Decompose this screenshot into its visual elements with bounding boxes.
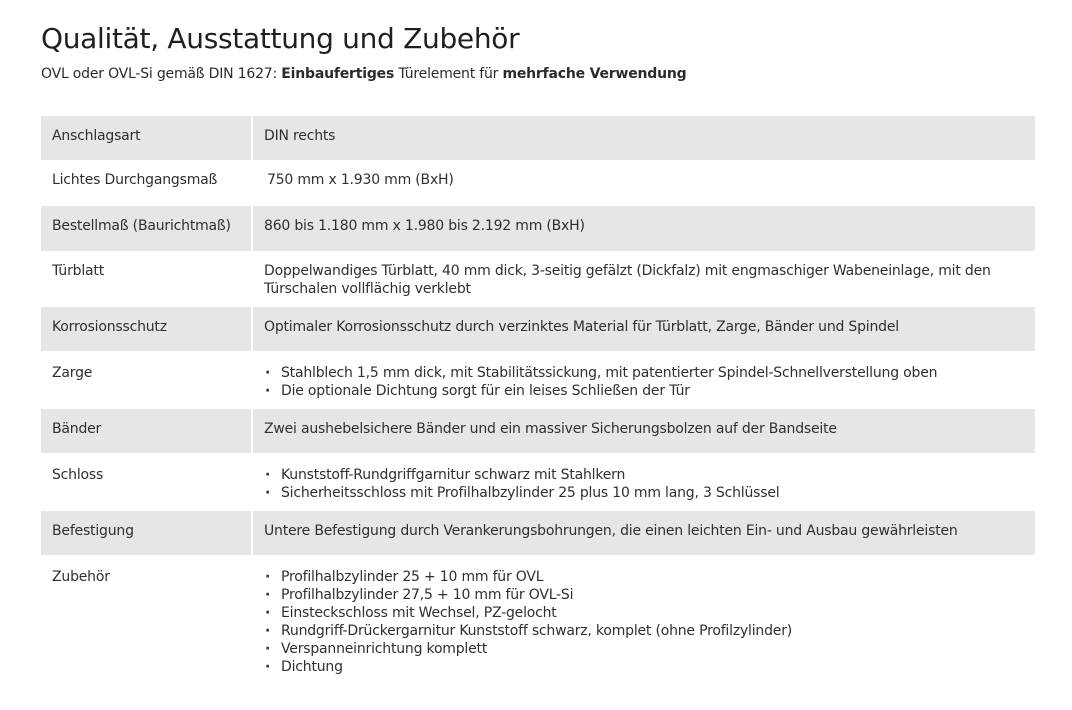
list-item: · Rundgriff-Drückergarnitur Kunststoff schwarz, komplet (ohne Profilzylinder) [264,622,1024,640]
table-row-lichtes-durchgangsmass [41,160,1035,206]
row-label: Bänder [41,409,252,453]
list-item: · Dichtung [264,658,1024,676]
row-label: Befestigung [41,511,252,555]
subtitle-bold-1: Einbaufertiges [281,66,395,82]
row-value: Untere Befestigung durch Verankerungsbohrungen, die einen leichten Ein- und Ausbau gewährleisten [252,511,1035,555]
table-row-zarge [41,351,1035,409]
list-item: · Die optionale Dichtung sorgt für ein leises Schließen der Tür [264,382,1024,400]
row-label: Zarge [41,351,252,409]
list-item: · Kunststoff-Rundgriffgarnitur schwarz mit Stahlkern [264,466,1024,484]
row-value [252,351,1035,409]
spec-table [41,116,1035,685]
list-item: · Stahlblech 1,5 mm dick, mit Stabilitätssickung, mit patentierter Spindel-Schnellverstellung oben [264,364,1024,382]
bullet-list [264,364,1024,400]
subtitle [41,66,686,82]
table-row-korrosionsschutz [41,307,1035,351]
list-item: · Verspanneinrichtung komplett [264,640,1024,658]
row-value [252,453,1035,511]
row-label: Korrosionsschutz [41,307,252,351]
list-item: · Sicherheitsschloss mit Profilhalbzylinder 25 plus 10 mm lang, 3 Schlüssel [264,484,1024,502]
subtitle-text-1: OVL oder OVL-Si gemäß DIN 1627: [41,66,282,82]
row-value [252,160,1035,206]
row-label: Lichtes Durchgangsmaß [41,160,252,206]
table-row-schloss [41,453,1035,511]
row-value: Doppelwandiges Türblatt, 40 mm dick, 3-seitig gefälzt (Dickfalz) mit engmaschiger Wabeneinlage, mit den Türschalen vollflächig verklebt [264,263,991,297]
row-label: Zubehör [41,555,252,685]
table-row-tuerblatt [41,251,1035,307]
table-row-befestigung [41,511,1035,555]
list-item: · Profilhalbzylinder 27,5 + 10 mm für OVL-Si [264,586,1024,604]
table-row-bestellmass [41,206,1035,251]
row-value-text: 750 mm x 1.930 mm (BxH) [267,172,454,188]
row-value: Zwei aushebelsichere Bänder und ein massiver Sicherungsbolzen auf der Bandseite [252,409,1035,453]
row-label: Bestellmaß (Baurichtmaß) [41,206,252,251]
list-item: · Einsteckschloss mit Wechsel, PZ-gelocht [264,604,1024,622]
table-row-zubehoer [41,555,1035,685]
subtitle-text-2: Türelement für [394,66,503,82]
row-value [252,555,1035,685]
row-label: Türblatt [41,251,252,307]
table-row-baender [41,409,1035,453]
row-label: Schloss [41,453,252,511]
table-row-anschlagsart [41,116,1035,160]
row-value: DIN rechts [252,116,1035,160]
row-value: Optimaler Korrosionsschutz durch verzinktes Material für Türblatt, Zarge, Bänder und Spindel [252,307,1035,351]
bullet-list [264,568,1024,676]
subtitle-bold-2: mehrfache Verwendung [502,66,687,82]
page-title: Qualität, Ausstattung und Zubehör [41,22,520,55]
row-label: Anschlagsart [41,116,252,160]
list-item: · Profilhalbzylinder 25 + 10 mm für OVL [264,568,1024,586]
bullet-list [264,466,1024,502]
row-value: 860 bis 1.180 mm x 1.980 bis 2.192 mm (BxH) [252,206,1035,251]
